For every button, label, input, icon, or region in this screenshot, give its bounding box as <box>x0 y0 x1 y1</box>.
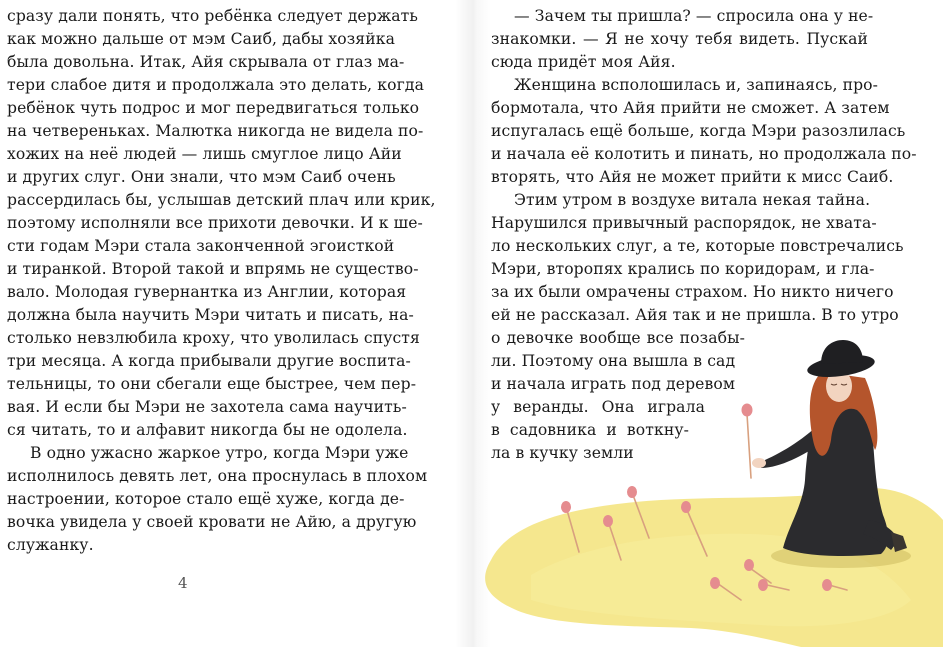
text-line: В одно ужасно жаркое утро, когда Мэри уже <box>30 444 409 462</box>
text-line: бормотала, что Айя прийти не сможет. А затем <box>491 99 890 117</box>
text-line: сти годам Мэри стала законченной эгоисткой <box>7 237 395 255</box>
text-line: ли. Поэтому она вышла в сад <box>491 352 736 370</box>
text-line: столько невзлюбила кроху, что уволилась спустя <box>7 329 420 347</box>
text-line: Нарушился привычный распорядок, не хвата- <box>491 214 877 232</box>
text-line: рассердилась бы, услышав детский плач или крик, <box>7 191 436 209</box>
text-line: ей не рассказал. Айя так и не пришла. В то утро <box>491 306 899 324</box>
text-line: и начала её колотить и пинать, но продолжала по- <box>491 145 917 163</box>
text-line: сюда придёт моя Айя. <box>491 53 676 71</box>
text-line: сразу дали понять, что ребёнка следует держать <box>7 7 418 25</box>
text-line: и других слуг. Они знали, что мэм Саиб очень <box>7 168 396 186</box>
text-line: служанку. <box>7 536 94 554</box>
text-line: и тиранкой. Второй такой и впрямь не существо- <box>7 260 419 278</box>
text-line: в садовника и воткну- <box>491 421 689 439</box>
text-line: на четвереньках. Малютка никогда не видела по- <box>7 122 424 140</box>
text-line: была довольна. Итак, Айя скрывала от глаз ма- <box>7 53 405 71</box>
text-line: за их были омрачены страхом. Но никто ничего <box>491 283 894 301</box>
text-line: ло нескольких слуг, а те, которые повстречались <box>491 237 904 255</box>
text-line: и начала играть под деревом <box>491 375 736 393</box>
text-line: должна была научить Мэри читать и писать, на- <box>7 306 414 324</box>
text-line: о девочке вообще все позабы- <box>491 329 745 347</box>
text-line: — Зачем ты пришла? — спросила она у не- <box>514 7 874 25</box>
text-line: как можно дальше от мэм Саиб, дабы хозяйка <box>7 30 395 48</box>
text-line: у веранды. Она играла <box>491 398 705 416</box>
text-line: три месяца. А когда прибывали другие воспита- <box>7 352 411 370</box>
text-line: Мэри, второпях крались по коридорам, и гла- <box>491 260 875 278</box>
text-line: тельницы, то они сбегали еще быстрее, чем пер- <box>7 375 417 393</box>
right-page <box>471 0 943 647</box>
page-number: 4 <box>178 574 188 592</box>
text-line: вторять, что Айя не может прийти к мисс Саиб. <box>491 168 894 186</box>
text-line: поэтому исполняли все прихоти девочки. И к ше- <box>7 214 423 232</box>
text-line: ребёнок чуть подрос и мог передвигаться только <box>7 99 420 117</box>
text-line: вало. Молодая гувернантка из Англии, которая <box>7 283 407 301</box>
text-line: Женщина всполошилась и, запинаясь, про- <box>514 76 879 94</box>
left-page <box>0 0 471 647</box>
text-line: исполнилось девять лет, она проснулась в плохом <box>7 467 428 485</box>
text-line: вочка увидела у своей кровати не Айю, а другую <box>7 513 417 531</box>
text-line: ла в кучку земли <box>491 444 634 462</box>
text-line: ся читать, то и алфавит никогда бы не одолела. <box>7 421 408 439</box>
text-line: вая. И если бы Мэри не захотела сама научить- <box>7 398 407 416</box>
text-line: настроении, которое стало ещё хуже, когда де- <box>7 490 405 508</box>
text-line: тери слабое дитя и продолжала это делать, когда <box>7 76 424 94</box>
text-line: знакомки. — Я не хочу тебя видеть. Пускай <box>491 30 868 48</box>
text-line: испугалась ещё больше, когда Мэри разозлилась <box>491 122 906 140</box>
text-line: хожих на неё людей — лишь смуглое лицо Айи <box>7 145 402 163</box>
text-line: Этим утром в воздухе витала некая тайна. <box>514 191 871 209</box>
